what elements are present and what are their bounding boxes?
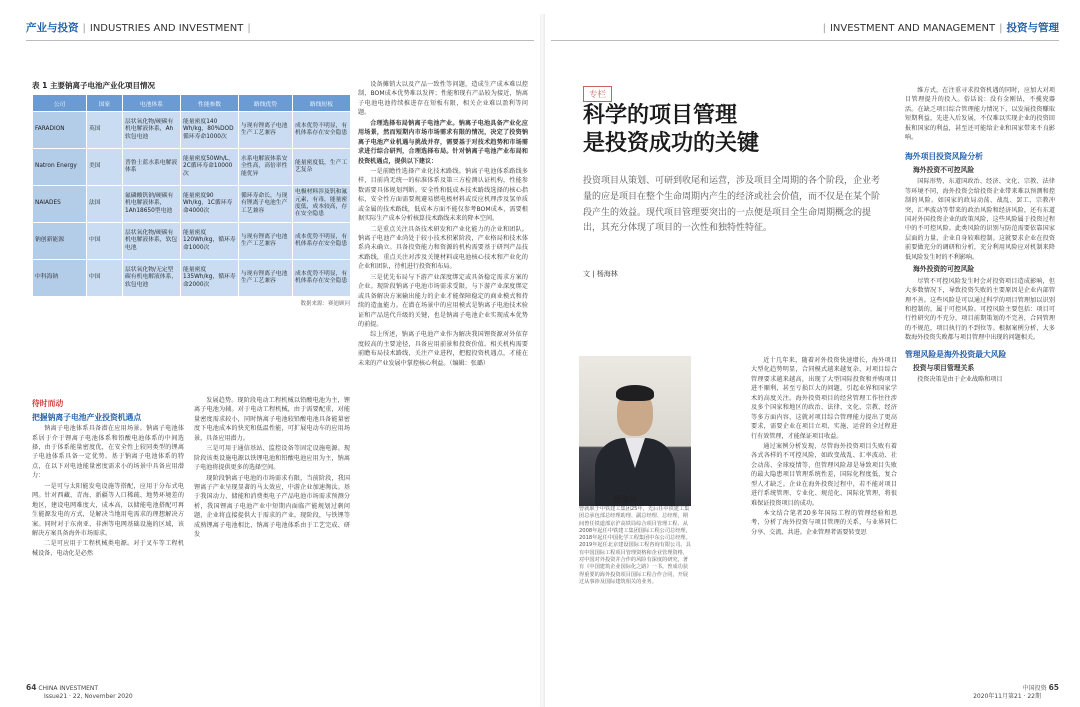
body-paragraph: 尽管不可控风险发生时会对投资项目造成影响，但大多数情况下，导致投资失败的主要原因是企业内部管理不善。这些风险是可以通过科学的项目管理加以识别和控制的，属于可控风险。可控风险主要包括：项目可行性研究的不充分，项目前期策划的不完善，合同管理的不规范，项目执行的不到位等。根据案例分析，大多数海外投资失败都与项目管理中出现的问题相关。 <box>905 277 1055 342</box>
issue-info: 2020年11月第21 · 22期 <box>973 693 1041 701</box>
article-title <box>583 102 759 157</box>
table-row <box>33 223 351 260</box>
table-cell: 美国 <box>87 149 123 186</box>
table-cell: 钠创新能源 <box>33 223 87 260</box>
section-heading: 管理风险是海外投资最大风险 <box>905 349 1007 359</box>
table-cell: 电极材料涉及钒和氟元素，有毒，能量密度低，成本较高，存在安全隐患 <box>293 186 351 223</box>
body-paragraph: 本文结合笔者20多年国际工程的管理经验和思考，分析了海外投资与项目管理的关系，与业界同仁分享、交流、共进。企业管理者需要转变思 <box>751 510 897 536</box>
left-footer <box>26 683 133 701</box>
table-row <box>33 112 351 149</box>
table-cell: FARADION <box>33 112 87 149</box>
body-paragraph: 三是优先布局与下游产业深度绑定或具备稳定需求方案的企业。现阶段钠离子电池市场需求受限，与下游产业深度绑定或具备解决方案输出能力的企业才能保障稳定的商业模式和持续的造血能力。在潜在场景中的应用模式是钠离子电池技术验证和产品迭代升级的关键，也是钠离子电池企业实现成本优势的前提。 <box>358 273 528 328</box>
table-cell: 能量密度120Wh/kg，循环寿命1000次 <box>181 223 239 260</box>
table-header-cell: 路线优势 <box>239 95 293 112</box>
body-paragraph: 维方式，在注重寻求投资机遇的同时，应加大对项目管理提升的投入。俗话说：没有金刚钻，不揽瓷器活。在缺乏项目综合管理能力情况下，以发展投资赚取短期利益，先进入后发展，不仅难以实现企业的投资回报和国家的利益，甚至还可能给企业和国家带来不良影响。 <box>905 87 1055 142</box>
section-heading: 待时而动 <box>32 399 64 408</box>
table-cell: 能量密度135Wh/kg，循环寿命2000次 <box>181 260 239 297</box>
article-column-1 <box>751 356 897 672</box>
right-header: | INVESTMENT AND MANAGEMENT | 投资与管理 <box>822 22 1059 34</box>
section-title-en: INVESTMENT AND MANAGEMENT <box>829 23 996 34</box>
table-cell: 能量密度50Wh/L，2C循环寿命10000次 <box>181 149 239 186</box>
author-name: 杨海林 <box>613 495 637 504</box>
article-lead: 投资项目从策划、可研到收尾和运营，涉及项目全周期的各个阶段，企业考量的应是项目在整个生命周期内产生的经济或社会价值，而不仅是在某个阶段产生的效益。现代项目管理要突出的一点便是项目全生命周期概念的提出，其充分体现了项目的一次性和独特性特征。 <box>583 176 881 234</box>
table-header-cell: 电池体系 <box>123 95 181 112</box>
table-row <box>33 186 351 223</box>
table-cell: 中科海钠 <box>33 260 87 297</box>
table-cell: NAIADES <box>33 186 87 223</box>
section-title-cn: 投资与管理 <box>1006 22 1059 34</box>
sub-heading: 海外投资不可控风险 <box>913 165 975 174</box>
industrialization-table <box>32 80 350 307</box>
table-cell: 层状氧化物/硬碳有机电解液体系，Ah软包电池 <box>123 112 181 149</box>
table-cell: 普鲁士蓝水系电解液体系 <box>123 149 181 186</box>
body-paragraph: 二是可应用于工程机械类电源。对于叉车等工程机械设备，电动化是必然 <box>32 540 184 557</box>
body-column-1 <box>32 396 184 672</box>
column-tag: 专栏 <box>583 86 612 102</box>
section-heading: 海外项目投资风险分析 <box>905 151 983 161</box>
table-cell: 成本优势不明显，有机体系存在安全隐患 <box>293 112 351 149</box>
table-cell: 能量密度90 Wh/kg，1C循环寿命4000次 <box>181 186 239 223</box>
table-header-cell: 国家 <box>87 95 123 112</box>
body-paragraph: 三是可用于通信基站、监控设备等固定设施电源。现阶段该类设施电源以铁锂电池和铅酸电池应用为主，钠离子电池将提供更多的选择空间。 <box>194 445 350 472</box>
body-paragraph: 设备摊销大以及产品一致性等问题，造成生产成本难以控制，BOM成本优势难以发挥；性能和现有产品较为接近，钠离子电池电池持续推进存在短板有限，相关企业难以盈利等问题。 <box>358 81 528 117</box>
page-number: 65 <box>1048 683 1059 693</box>
table-cell: 层状氧化物/无定型碳有机电解液体系，软包电池 <box>123 260 181 297</box>
body-column-2 <box>194 396 350 672</box>
body-paragraph: 综上所述，钠离子电池产业作为解决我国锂资源对外依存度较高的主要途径，具备应用前景和投资价值。相关机构需要前瞻布局技术路线，关注产业进程，把握投资机遇点，才能在未来的产业发展中掌控核心利益。（编辑：张璐） <box>358 331 528 367</box>
table-cell: 水系电解液体系安全性高，高倍率性能优异 <box>239 149 293 186</box>
table-cell: 成本优势不明显，有机体系存在安全隐患 <box>293 223 351 260</box>
table-source: 数据来源：赛迪顾问 <box>300 301 350 307</box>
table-cell: 英国 <box>87 112 123 149</box>
table-header-row <box>33 95 351 112</box>
article-title-line: 科学的项目管理 <box>583 102 738 128</box>
article-title-line: 是投资成功的关键 <box>583 129 760 156</box>
body-paragraph: 钠离子电池体系具备潜在应用场景。钠离子电池体系居于介于锂离子电池体系和铅酸电池体系的中间选择，由于体系能量密度优，在安全性上较同类型的锂离子电池体系具备一定优势。基于钠离子电池体系的特点，在以下对电池能量密度需求小的场景中具备应用潜力： <box>32 425 184 480</box>
table-row <box>33 149 351 186</box>
sub-heading: 海外投资的可控风险 <box>913 265 975 274</box>
table-cell: 能量密度低，生产工艺复杂 <box>293 149 351 186</box>
right-page <box>545 14 1065 707</box>
header-rule <box>551 40 1059 41</box>
table-cell: 成本优势不明显，有机体系存在安全隐患 <box>293 260 351 297</box>
issue-info: Issue21 · 22, November 2020 <box>44 693 133 701</box>
byline: 文 | 杨海林 <box>583 270 618 278</box>
left-page <box>20 14 540 707</box>
table-cell: 氟磷酸钒钠/硬碳有机电解液体系，1Ah18650型电池 <box>123 186 181 223</box>
body-paragraph: 合理选择布局钠离子电池产业。钠离子电池具备产业化应用场景，然而短期内市场市场需求有限的情况，决定了投资钠离子电池产业机遇与挑战并存，需要基于对技术趋势和市场需求进行综合研判，合理选择布局。针对钠离子电池产业布局和投资机遇点，提供以下建议： <box>358 119 528 165</box>
body-paragraph: 发展趋势。现阶段电动工程机械以铅酸电池为主，锂离子电池为辅。对于电动工程机械，由于需要配重，对能量密度需求较小，同时钠离子电池较铅酸电池具备能量密度下电池成本的快充和低温性能，可扩展电动车的应用场景，具备应用潜力。 <box>194 397 350 442</box>
section-title-en: INDUSTRIES AND INVESTMENT <box>89 23 244 34</box>
magazine-name: 中国投资 <box>1022 685 1047 693</box>
left-header: 产业与投资 | INDUSTRIES AND INVESTMENT | <box>26 22 251 34</box>
table-header-cell: 性能参数 <box>181 95 239 112</box>
body-paragraph: 国际形势、东道国政治、经济、文化、宗教、法律等环境不同，海外投资会给投资企业带来难以预测和控制的风险。如国家的政局动荡、战乱、罢工、宗教冲突，汇率波动等带来的政治风险和经济风险，还有东道国对外国投资企业的政策风险，这些风险属于投资过程中的不可控风险。此类风险的识别与防范需要依靠国家层面的力量，企业自身较难控制。这就要求企业在投资前要做充分的调研和分析，充分利用风险应对机制来降低风险发生时的不利影响。 <box>905 178 1055 261</box>
table-cell: Natron Energy <box>33 149 87 186</box>
table-cell: 与现有锂离子电池生产工艺兼容 <box>239 260 293 297</box>
table-cell: 与现有锂离子电池生产工艺兼容 <box>239 223 293 260</box>
body-paragraph: 现阶段钠离子电池的市场需求有限，当前阶段，我国锂离子产业呈现显著的马太效应，中游企业加速淘汰。基于我国动力、储能和消费类电子产品电池市场需求预测分析，我国锂离子电池产业中短期内面临产能规划过剩问题，企业将直接提供大于需求的产业。现阶段，与铁锂等成熟锂离子电池相比，钠离子电池体系由于工艺完成、研发 <box>194 474 350 539</box>
table-cell: 能量密度140 Wh/kg，80%DOD循环寿命1000次 <box>181 112 239 149</box>
table-cell: 与现有锂离子电池生产工艺兼容 <box>239 112 293 149</box>
body-paragraph: 二是重点关注具备技术研发和产业化能力的企业和团队。钠离子电池产业尚处于较小技术积累阶段，产业格局和技术体系尚未确立。具备投资能力和资源的机构需要基于研判产品技术路线，重点关注对涉及关键材料或电池核心技术和产业化的企业和团队，待机进行投资和布局。 <box>358 225 528 271</box>
table-header-cell: 公司 <box>33 95 87 112</box>
body-paragraph: 一是前瞻性选择产业化技术路线。钠离子电池体系路线多样，目前尚无统一的标准体系及第三方检测认证机构，性能参数需要具体规划判断。安全性和低成本技术路线选择的核心指标，安全性方面需要规避易燃电极材料或反应机理涉及氢单质或金属的技术路线，低成本方面不能仅参考BOM成本，需要根据实际生产成本分析核算技术路线未来的降本空间。 <box>358 167 528 223</box>
magazine-name: CHINA INVESTMENT <box>38 685 99 693</box>
body-column-3 <box>358 80 528 672</box>
table-title: 表 1 主要钠离子电池产业化项目情况 <box>32 81 155 90</box>
body-paragraph: 通过案例分析发现，尽管海外投资项目失败有着各式各样的不可控风险，如政变战乱、汇率波动、社会动荡、全球疫情等，但管理风险却是导致项目失败的最大隐患项目管理系统性差，国际化程度低，复合型人才缺乏。企业在海外投资过程中，若不能对项目进行系统管理、专业化、规范化、国际化管理，将很难保证投资项目的成功。 <box>751 442 897 507</box>
body-paragraph: 近十几年来，随着对外投资快速增长，海外项目大型化趋势明显，合同模式越来越复杂，对项目综合管理要求越来越高，出现了大型国际投资和并购项目进不顺利，甚至亏损巨大的问题，引起业界和国家学术的高度关注。海外投资项目的经营管理工作往往涉及多个国家和地区的政治、法律、文化、宗教、经济等多方面内容，这就对项目综合管理能力提出了更高要求，需要企业在项目立项、实施、运营的全过程进行有效管理，才能保证项目收益。 <box>751 357 897 440</box>
table-cell: 中国 <box>87 223 123 260</box>
section-title-cn: 产业与投资 <box>26 22 79 34</box>
table-cell: 中国 <box>87 260 123 297</box>
article-column-2 <box>905 86 1055 672</box>
body-paragraph: 一是可与太阳能发电设施等搭配，应用于分布式电网。针对西藏、青海、新疆等人口稀疏、地势环境差的地区，建设电网难度大，成本高，以储能电池搭配可再生能源发电的方式，是解决当地用电需求的理想解决方案。同时对于东南亚、非洲等电网基础设施的区域，该解决方案具备海外市场需求。 <box>32 482 184 537</box>
table-cell: 法国 <box>87 186 123 223</box>
table-header-cell: 路线短板 <box>293 95 351 112</box>
author-bio: 曾就职于中铁建工集团25年，先后任中铁建工集团总承包部总经理助理、副总经理、总经理，期间曾任铁道部京沪高铁局综合项目管理工程、从2008年起任中铁建工集团国际工程公司总经理，2018年起任中国化学工程集团中东公司总经理。2019年起任北京建设国际工程咨询有限公司。具有中国国际工程项目管理资格和企业管理资格，对中国对外投资并合作的风险有深度的研究，著有《中国建筑企业国际化之路》一书。曾成功获得重要的海外投资项目国际工程合作合同，开展过从事涉及国际建筑相关的业务。 <box>579 506 691 585</box>
section-heading: 把握钠离子电池产业投资机遇点 <box>32 413 142 423</box>
body-paragraph: 投资决策是由于企业战略和项目 <box>917 376 1003 384</box>
sub-heading: 投资与项目管理关系 <box>913 363 975 372</box>
author-photo <box>579 356 691 506</box>
table-cell: 循环寿命长，与现有锂离子电池生产工艺兼容 <box>239 186 293 223</box>
table-row <box>33 260 351 297</box>
right-footer <box>973 683 1059 701</box>
page-number: 64 <box>26 683 37 693</box>
header-rule <box>26 40 534 41</box>
table-cell: 层状氧化物/硬碳有机电解液体系，软包电池 <box>123 223 181 260</box>
